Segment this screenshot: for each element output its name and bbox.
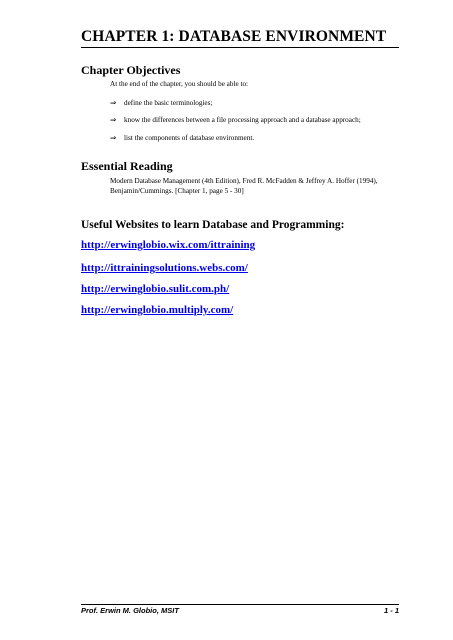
website-link[interactable]: http://erwinglobio.wix.com/ittraining <box>81 239 256 251</box>
objective-item <box>110 98 212 107</box>
footer-divider <box>81 604 399 605</box>
arrow-right-icon: ⇒ <box>110 98 117 107</box>
websites-heading: Useful Websites to learn Database and Programming: <box>81 219 345 231</box>
footer-author: Prof. Erwin M. Globio, MSIT <box>81 606 179 615</box>
page-number: 1 - 1 <box>383 606 399 615</box>
arrow-right-icon: ⇒ <box>110 133 117 142</box>
objective-text: define the basic terminologies; <box>124 99 213 107</box>
objective-item <box>110 115 361 124</box>
objectives-heading: Chapter Objectives <box>81 63 181 77</box>
objective-item <box>110 133 254 142</box>
reading-reference: Modern Database Management (4th Edition), Fred R. McFadden & Jeffrey A. Hoffer (1994), Benjamin/Cummings. [Chapter 1, page 5 - 30] <box>110 177 378 195</box>
chapter-title: CHAPTER 1: DATABASE ENVIRONMENT <box>81 28 387 45</box>
title-divider <box>81 47 399 48</box>
arrow-right-icon: ⇒ <box>110 115 117 124</box>
objective-text: list the components of database environment. <box>124 134 255 142</box>
objectives-intro: At the end of the chapter, you should be able to: <box>110 80 249 88</box>
website-link[interactable]: http://ittrainingsolutions.webs.com/ <box>81 262 248 274</box>
website-link[interactable]: http://erwinglobio.multiply.com/ <box>81 304 234 316</box>
objective-text: know the differences between a file processing approach and a database approach; <box>124 116 361 124</box>
reading-heading: Essential Reading <box>81 159 173 173</box>
website-link[interactable]: http://erwinglobio.sulit.com.ph/ <box>81 283 230 295</box>
